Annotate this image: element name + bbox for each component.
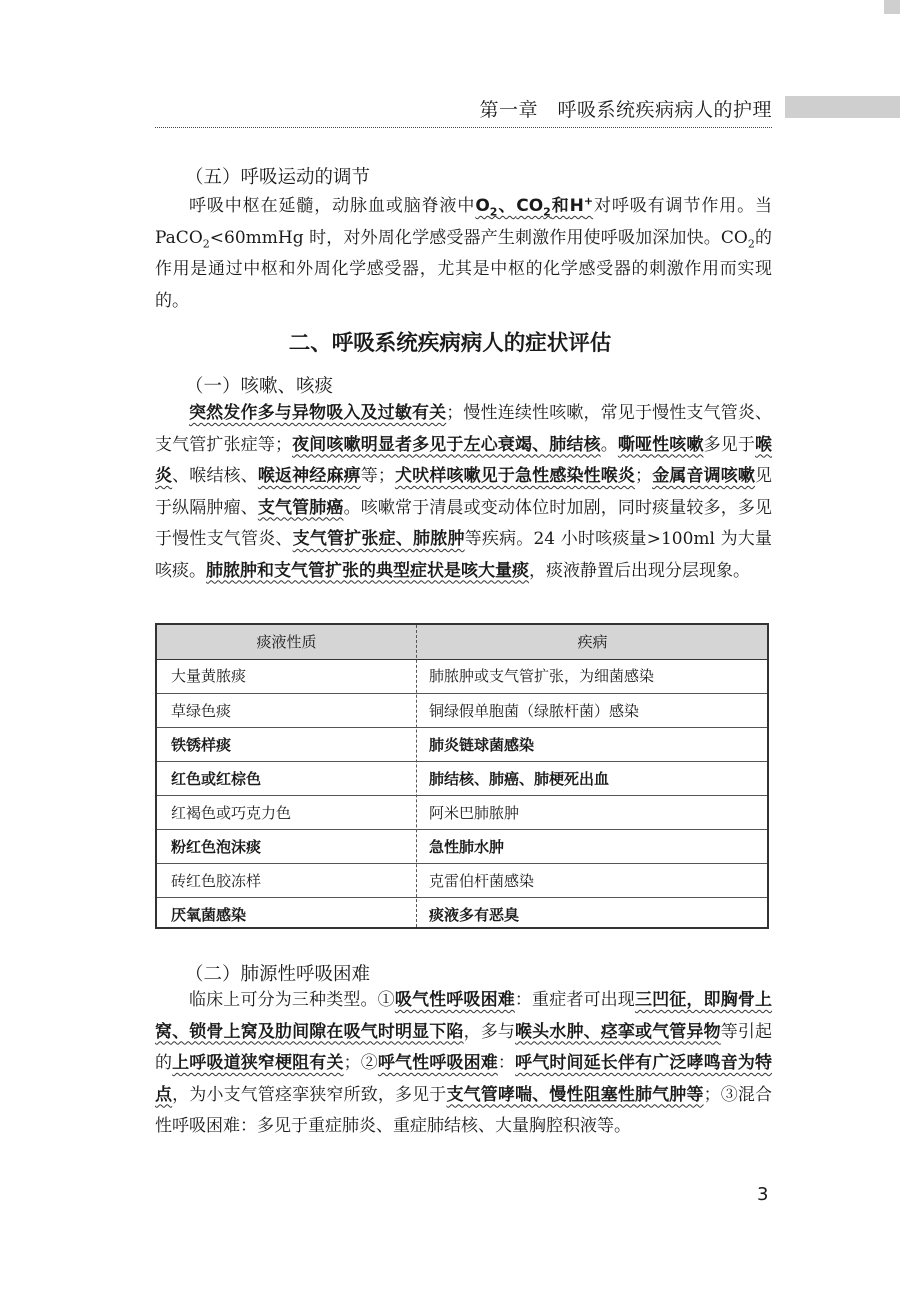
table-cell: 肺脓肿或支气管扩张，为细菌感染 — [429, 667, 655, 685]
part-title-symptom-assessment: 二、呼吸系统疾病病人的症状评估 — [288, 331, 612, 356]
table-header-row — [157, 625, 767, 660]
table-cell: 阿米巴肺脓肿 — [429, 804, 520, 822]
table-row — [157, 693, 767, 728]
table-row — [157, 727, 767, 762]
table-cell: 粉红色泡沫痰 — [171, 838, 262, 856]
table-cell: 铜绿假单胞菌（绿脓杆菌）感染 — [429, 702, 640, 720]
table-row — [157, 897, 767, 932]
table-cell: 厌氧菌感染 — [171, 906, 247, 924]
table-cell: 肺结核、肺癌、肺梗死出血 — [429, 770, 610, 788]
paragraph-cough: 突然发作多与异物吸入及过敏有关；慢性连续性咳嗽，常见于慢性支气管炎、支气管扩张症等；夜间咳嗽明显者多见于左心衰竭、肺结核。嘶哑性咳嗽多见于喉炎、喉结核、喉返神经麻痹等；犬吠样咳嗽见于急性感染性喉炎；金属音调咳嗽见于纵隔肿瘤、支气管肺癌。咳嗽常于清晨或变动体位时加剧，同时痰量较多，多见于慢性支气管炎、支气管扩张症、肺脓肿等疾病。24 小时咳痰量>100ml 为大量咳痰。肺脓肿和支气管扩张的典型症状是咳大量痰，痰液静置后出现分层现象。 — [155, 403, 773, 581]
table-cell: 红褐色或巧克力色 — [171, 804, 292, 822]
sputum-table — [155, 623, 769, 929]
table-row — [157, 863, 767, 898]
table-row — [157, 761, 767, 796]
paragraph-dyspnea: 临床上可分为三种类型。①吸气性呼吸困难：重症者可出现三凹征，即胸骨上窝、锁骨上窝及肋间隙在吸气时明显下陷，多与喉头水肿、痉挛或气管异物等引起的上呼吸道狭窄梗阻有关；②呼气性呼吸困难：呼气时间延长伴有广泛哮鸣音为特点，为小支气管痉挛狭窄所致，多见于支气管哮喘、慢性阻塞性肺气肿等；③混合性呼吸困难：多见于重症肺炎、重症肺结核、大量胸腔积液等。 — [155, 990, 773, 1136]
section-heading-dyspnea: （二）肺源性呼吸困难 — [185, 964, 371, 985]
table-header-disease: 疾病 — [577, 633, 608, 651]
table-cell: 大量黄脓痰 — [171, 667, 247, 685]
table-cell: 痰液多有恶臭 — [429, 906, 520, 924]
table-row — [157, 829, 767, 864]
section-heading-respiration-regulation: （五）呼吸运动的调节 — [185, 167, 371, 188]
running-head: 第一章 呼吸系统疾病病人的护理 — [479, 99, 772, 121]
corner-tab — [884, 0, 900, 14]
paragraph-respiration-regulation: 呼吸中枢在延髓，动脉血或脑脊液中$O_2$、$CO_2$和H+对呼吸有调节作用。当 PaCO$_2$<60mmHg 时，对外周化学感受器产生刺激作用使呼吸加深加快。$CO_2$的作用是通过中枢和外周化学感受器，尤其是中枢的化学感受器的刺激作用而实现的。 — [155, 194, 773, 311]
table-row — [157, 795, 767, 830]
table-cell: 红色或红棕色 — [171, 770, 262, 788]
table-cell: 铁锈样痰 — [171, 736, 232, 754]
table-cell: 肺炎链球菌感染 — [429, 736, 535, 754]
chapter-tab-bar — [785, 96, 900, 118]
table-cell: 急性肺水肿 — [429, 838, 505, 856]
page-number: 3 — [757, 1184, 769, 1205]
table-row — [157, 659, 767, 693]
table-cell: 克雷伯杆菌感染 — [429, 872, 535, 890]
table-cell: 草绿色痰 — [171, 702, 232, 720]
section-heading-cough: （一）咳嗽、咳痰 — [185, 376, 334, 397]
table-cell: 砖红色胶冻样 — [171, 872, 262, 890]
table-header-sputum-type: 痰液性质 — [256, 633, 317, 651]
table-column-divider — [416, 625, 417, 927]
header-rule — [155, 127, 772, 128]
